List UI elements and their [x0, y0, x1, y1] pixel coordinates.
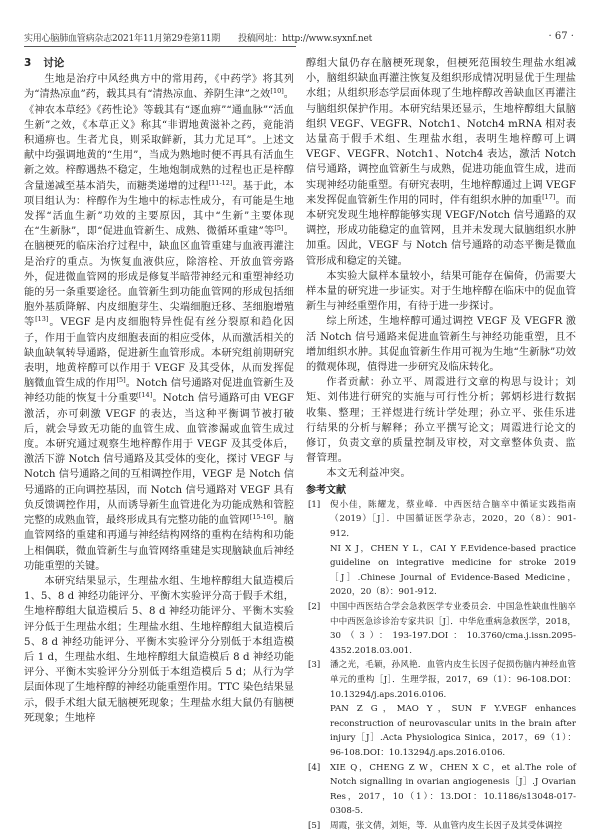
text-run: 。基于此，本项目组认为：梓醇作为生地中的标志性成分，有可能是生地发挥“活血生新”功效的主要原因，其中“生新”主要体现在“生新脉”，即“促进血管新生、成熟、微循环重建”等 — [24, 180, 294, 238]
citation[interactable]: [11-12] — [208, 178, 233, 187]
text-run: 。脑血管网络的重建和再通与神经结构网络的重构在结构和功能上相偶联，微血管新生与血管网络重建是实现脑缺血后神经功能重塑的关键。 — [24, 515, 294, 572]
conflict-statement: 本文无利益冲突。 — [326, 468, 412, 480]
text-run: 。VEGF 是内皮细胞特异性促有丝分裂原和趋化因子，作用于血管内皮细胞表面的相应受体，从而激活相关的缺血缺氧转导通路，促进新生血管形成。本研究组前期研究表明，地黄梓醇可以作用于 VEGF 及其受体，从而发挥促脑微血管生成的作用 — [24, 317, 294, 390]
citation[interactable]: [13] — [35, 315, 49, 324]
reference-item — [306, 600, 576, 658]
reference-list — [306, 498, 576, 834]
running-header — [24, 31, 373, 47]
reference-text-zh: 中国中西医结合学会急救医学专业委员会．中国急性缺血性脑卒中中西医急诊诊治专家共识［J］．中华危重病急救医学，2018，30（3）：193-197.DOI：10.3760/cma.j.issn.2095-4352.2018.03.001. — [330, 602, 576, 656]
text-run: 。Notch 信号通路对促进血管新生及神经功能的恢复十分重要 — [24, 378, 295, 405]
paragraph-results-summary: 本研究结果显示，生理盐水组、生地梓醇组大鼠造模后 1、5、8 d 神经功能评分、平衡木实验评分高于假手术组，生地梓醇组大鼠造模后 5、8 d 神经功能评分、平衡木实验评分低于生理盐水组；生理盐水组、生地梓醇组大鼠造模后 5、8 d 神经功能评分、平衡木实验评分分别低于本组造模后 1 d，生理盐水组、生地梓醇组大鼠造模后 8 d 神经功能评分、平衡木实验评分分别低于本组造模后 5 d；从行为学层面体现了生地梓醇的神经功能重塑作用。TTC 染色结果显示，假手术组大鼠无脑梗死现象；生理盐水组大鼠仍有脑梗死现象；生地梓 — [24, 575, 294, 724]
left-column — [24, 56, 294, 726]
reference-text-zh: 周霞，张文倩，刘矩，等．从血管内皮生长因子及其受体调控 — [330, 820, 563, 831]
reference-text-en: PAN Z G，MAO Y，SUN F Y.VEGF enhances reconstruction of neurovascular units in the brain after injury［J］.Acta Physiologica Sinica，2017，69（1）：96-108.DOI：10.13294/j.aps.2016.0106. — [330, 704, 576, 758]
paragraph-limitations: 本实验大鼠样本量较小，结果可能存在偏倚，仍需要大样本量的研究进一步证实。对于生地梓醇在临床中的促血管新生与神经重塑作用，有待于进一步探讨。 — [306, 270, 576, 313]
text-run: 。在脑梗死的临床治疗过程中，缺血区血管重建与血液再灌注是治疗的重点。为恢复血液供应，除溶栓、开放血管旁路外，促进微血管网的形成是修复半暗带神经元和重塑神经功能的另一条重要途径。血管新生到功能血管网的形成包括细胞外基质降解、内皮细胞芽生、尖端细胞迁移、茎细胞增殖等 — [24, 226, 294, 329]
citation[interactable]: [5] — [274, 224, 284, 233]
citation[interactable]: [14] — [138, 391, 153, 400]
text-run: 醇组大鼠仍存在脑梗死现象，但梗死范围较生理盐水组减小，脑组织缺血再灌注恢复及组织形成情况明显优于生理盐水组；从组织形态学层面体现了生地梓醇改善缺血区再灌注与脑组织保护作用。本研究结果还显示，生地梓醇组大鼠脑组织 VEGF、VEGFR、Notch1、Notch4 mRNA 相对表达量高于假手术组、生理盐水组，表明生地梓醇可上调 VEGF、VEGFR、Notch1、Notch4 表达，激活 Notch 信号通路，调控血管新生与成熟，促进功能血管生成，进而实现神经功能重塑。有研究表明，生地梓醇通过上调 VEGF 来发挥促血管新生作用的同时，伴有组织水肿的加重 — [306, 58, 576, 206]
author-contributions: 作者贡献：孙立平、周霞进行文章的构思与设计；刘矩、刘伟进行研究的实施与可行性分析；郭炳杉进行数据收集、整理；王祥煜进行统计学处理；孙立平、张佳乐进行结果的分析与解释；孙立平撰写论文；周霞进行论文的修订，负责文章的质量控制及审校，对文章整体负责、监督管理。 — [306, 377, 576, 465]
text-run: 生地是治疗中风经典方中的常用药，《中药学》将其列为“清热凉血”药，载其具有“清热凉血、养阴生津”之效 — [24, 74, 294, 101]
reference-text-zh: 倪小佳，陈耀龙，蔡业峰．中西医结合脑卒中循证实践指南（2019）［J］．中国循证医学杂志，2020，20（8）：901-912． — [330, 499, 576, 540]
paragraph-conclusion: 综上所述，生地梓醇可通过调控 VEGF 及 VEGFR 激活 Notch 信号通路来促进血管新生与神经功能重塑，且不增加组织水肿。其促血管新生作用可视为生地“生新脉”功效的微观体现，值得进一步研究及临床转化。 — [306, 316, 576, 374]
paragraph-results-continued — [306, 56, 576, 269]
citation[interactable]: [15-16] — [249, 513, 274, 522]
submission-url: 投稿网址：http://www.syxnf.net — [238, 34, 373, 44]
reference-text-en: NI X J，CHEN Y L，CAI Y F.Evidence-based practice guideline on integrative medicine for stroke 2019［J］.Chinese Journal of Evidence-Based Medicine，2020，20（8）：901-912. — [330, 543, 576, 598]
reference-index: [5] — [308, 820, 321, 831]
references-heading: 参考文献 — [306, 484, 346, 496]
section-title: 讨论 — [43, 57, 65, 69]
reference-text-zh: XIE Q，CHENG Z W，CHEN X C，et al.The role of Notch signalling in ovarian angiogenesis［J］.J Ovarian Res，2017，10（1）：13.DOI：10.1186/s13048-017-0308-5. — [330, 762, 576, 817]
page-number: · 67 · — [548, 31, 574, 42]
reference-item — [306, 761, 576, 819]
citation[interactable]: [5] — [116, 376, 126, 385]
text-run: 。《神农本草经》《药性论》等载其有“逐血痹”“通血脉”“活血生新”之效，《本草正义》称其“非谓地黄滋补之药，竟能消积通痹也。生者尤良，则采取鲜新，其力尤足耳”。上述文献中均强调地黄的“生用”，当成为熟地时便不再具有活血生新之效。梓醇遇热不稳定，生地炮制成熟的过程也正是梓醇含量递减至基本消失，而糖类递增的过程 — [24, 89, 294, 192]
citation[interactable]: [17] — [542, 192, 556, 201]
reference-index: [3] — [308, 660, 321, 671]
citation[interactable]: [10] — [270, 87, 284, 96]
right-column — [306, 56, 576, 834]
reference-index: [4] — [308, 762, 321, 773]
section-number: 3 — [24, 57, 32, 69]
text-run: 。而本研究发现生地梓醇能够实现 VEGF/Notch 信号通路的双调控，形成功能稳定的血管网，且并未发现大鼠脑组织水肿加重。因此，VEGF 与 Notch 信号通路的动态平衡是微血管形成和稳定的关键。 — [306, 194, 577, 267]
reference-item — [306, 658, 576, 760]
text-run: 。Notch 信号通路可由 VEGF 激活，亦可刺激 VEGF 的表达，当这种平衡调节被打破后，就会导致无功能的血管生成、血管渗漏或血管生成过度。本研究通过观察生地梓醇作用于 VEGF 及其受体后，激活下游 Notch 信号通路及其受体的变化，探讨 VEGF 与 Notch 信号通路之间的互相调控作用，VEGF 是 Notch 信号通路的正向调控基因，而 Notch 信号通路对 VEGF 具有负反馈调控作用，从而诱导新生血管进化为功能成熟和管腔完整的成熟血管，最终形成具有完整功能的血管网 — [24, 393, 294, 527]
paragraph-discussion-1 — [24, 72, 294, 574]
journal-issue: 实用心脑肺血管病杂志2021年11月第29卷第11期 — [24, 34, 221, 44]
section-heading — [24, 56, 294, 71]
reference-item — [306, 819, 576, 834]
reference-item — [306, 498, 576, 600]
reference-text-zh: 潘之光，毛颖，孙风艳．血管内皮生长因子促损伤脑内神经血管单元的重构［J］．生理学报，2017，69（1）：96-108.DOI：10.13294/j.aps.2016.0106. — [330, 660, 576, 700]
reference-index: [2] — [308, 602, 321, 613]
reference-index: [1] — [308, 499, 321, 510]
